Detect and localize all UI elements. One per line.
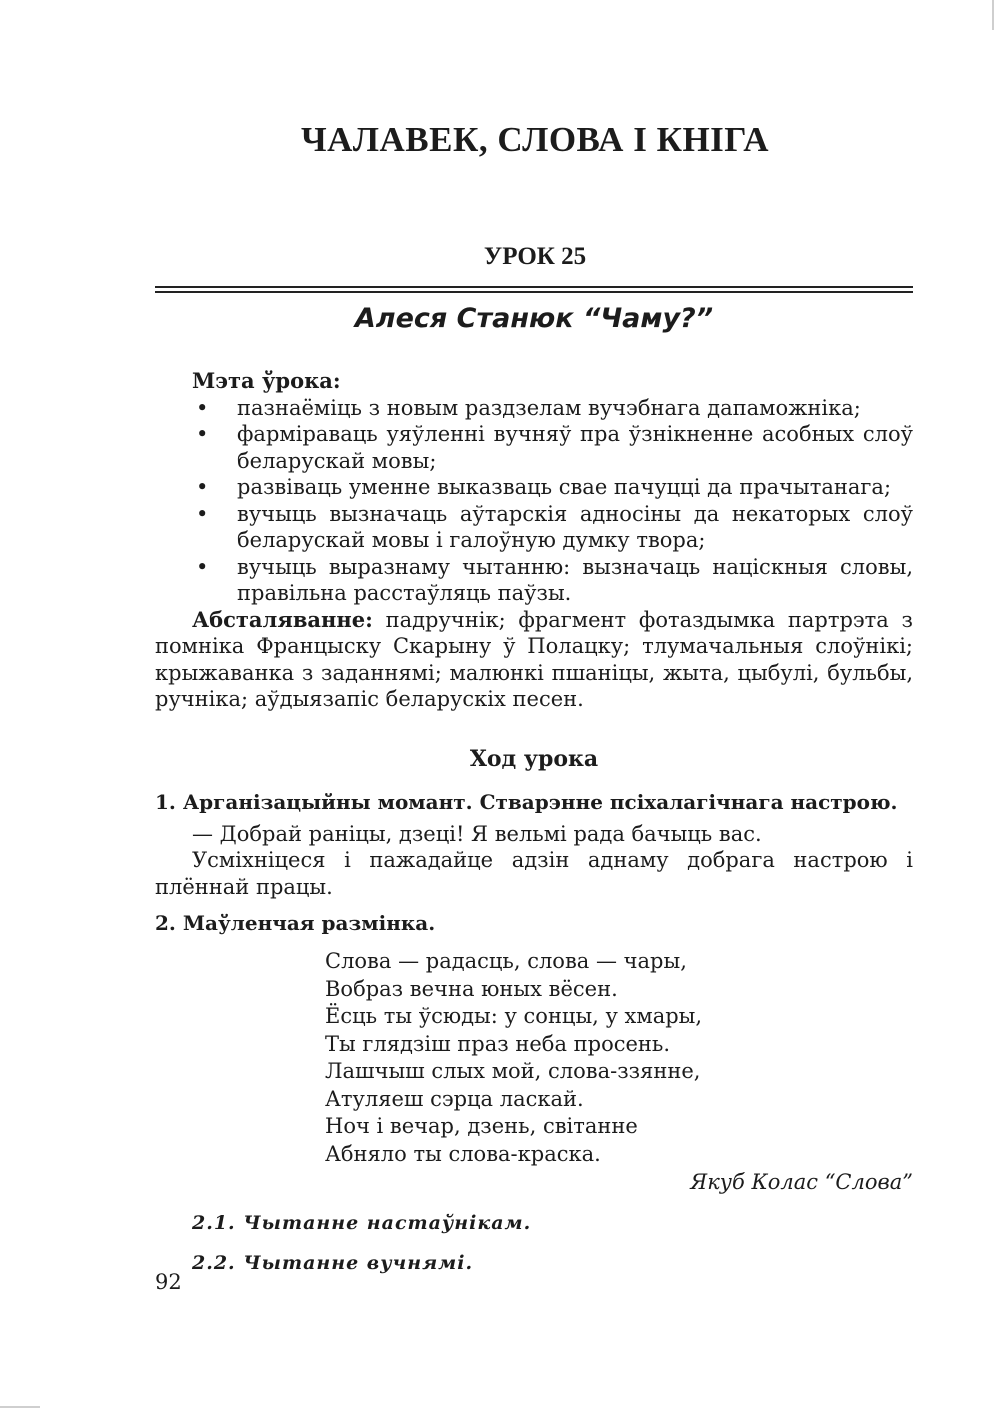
goal-list (155, 395, 913, 607)
poem-line: Лашчыш слых мой, слова-ззянне, (325, 1059, 701, 1083)
double-rule-top (155, 286, 913, 288)
lesson-content (155, 368, 913, 1278)
bullet-icon: • (196, 475, 209, 499)
lesson-title: УРОК 25 (483, 243, 587, 270)
bullet-icon: • (196, 395, 209, 420)
goal-item: • вучыць выразнаму чытанню: вызначаць націскныя словы, правільна расстаўляць паўзы. (196, 554, 913, 605)
section-2-heading: 2. Маўленчая размінка. (155, 911, 436, 935)
poem-line: Слова — радасць, слова — чары, (325, 949, 687, 973)
page-edge-mark (992, 0, 994, 30)
goal-item: • развіваць уменне выказваць свае пачуцці да прачытанага; (196, 475, 892, 499)
goal-item: • вучыць вызначаць аўтарскія адносіны да некаторых слоў беларускай мовы і галоўную думку твора; (196, 501, 913, 552)
poem-line: Абняло ты слова-краска. (325, 1141, 601, 1166)
subsection-2-1: 2.1. Чытанне настаўнікам. (192, 1212, 532, 1234)
chapter-title: ЧАЛАВЕК, СЛОВА І КНІГА (300, 120, 770, 159)
goal-item: • пазнаёміць з новым раздзелам вучэбнага дапаможніка; (196, 395, 861, 420)
poem-line: Ёсць ты ўсюды: у сонцы, у хмары, (325, 1004, 703, 1028)
equipment-label: Абсталяванне: (192, 606, 373, 632)
goal-item: • фарміраваць уяўленні вучняў пра ўзнікненне асобных слоў беларускай мовы; (196, 422, 913, 473)
equipment-paragraph (155, 607, 913, 713)
page-edge-mark (0, 1406, 40, 1408)
equipment-text: падручнік; фрагмент фотаздымка партрэта з помніка Францыску Скарыну ў Полацку; тлумачальныя слоўнікі; крыжаванка з заданнямі; малюнкі пшаніцы, жыта, цыбулі, бульбы, ручніка; аўдыязапіс беларускіх песен. (155, 607, 913, 711)
poem-attribution: Якуб Колас “Слова” (690, 1170, 913, 1194)
lesson-subtitle: Алеся Станюк “Чаму?” (354, 303, 714, 334)
poem-line: Вобраз вечна юных вёсен. (325, 976, 618, 1001)
bullet-icon: • (196, 501, 209, 526)
poem-line: Ты глядзіш праз неба просень. (325, 1031, 671, 1056)
section-1-heading: 1. Арганізацыйны момант. Стварэнне псіхалагічнага настрою. (155, 789, 898, 814)
bullet-icon: • (196, 554, 209, 579)
double-rule-bottom (155, 291, 913, 293)
course-heading: Ход урока (469, 745, 599, 772)
poem-line: Ноч і вечар, дзень, світанне (325, 1114, 638, 1138)
poem-line: Атуляеш сэрца ласкай. (325, 1086, 584, 1111)
bullet-icon: • (196, 422, 209, 446)
greeting-line: — Добрай раніцы, дзеці! Я вельмі рада бачыць вас. (192, 821, 762, 846)
poem (155, 948, 913, 1168)
page-number: 92 (155, 1270, 182, 1294)
goal-heading: Мэта ўрока: (192, 368, 341, 393)
section-1-text: Усміхніцеся і пажадайце адзін аднаму добрага настрою і плённай працы. (155, 848, 913, 899)
subsection-2-2: 2.2. Чытанне вучнямі. (192, 1252, 474, 1274)
